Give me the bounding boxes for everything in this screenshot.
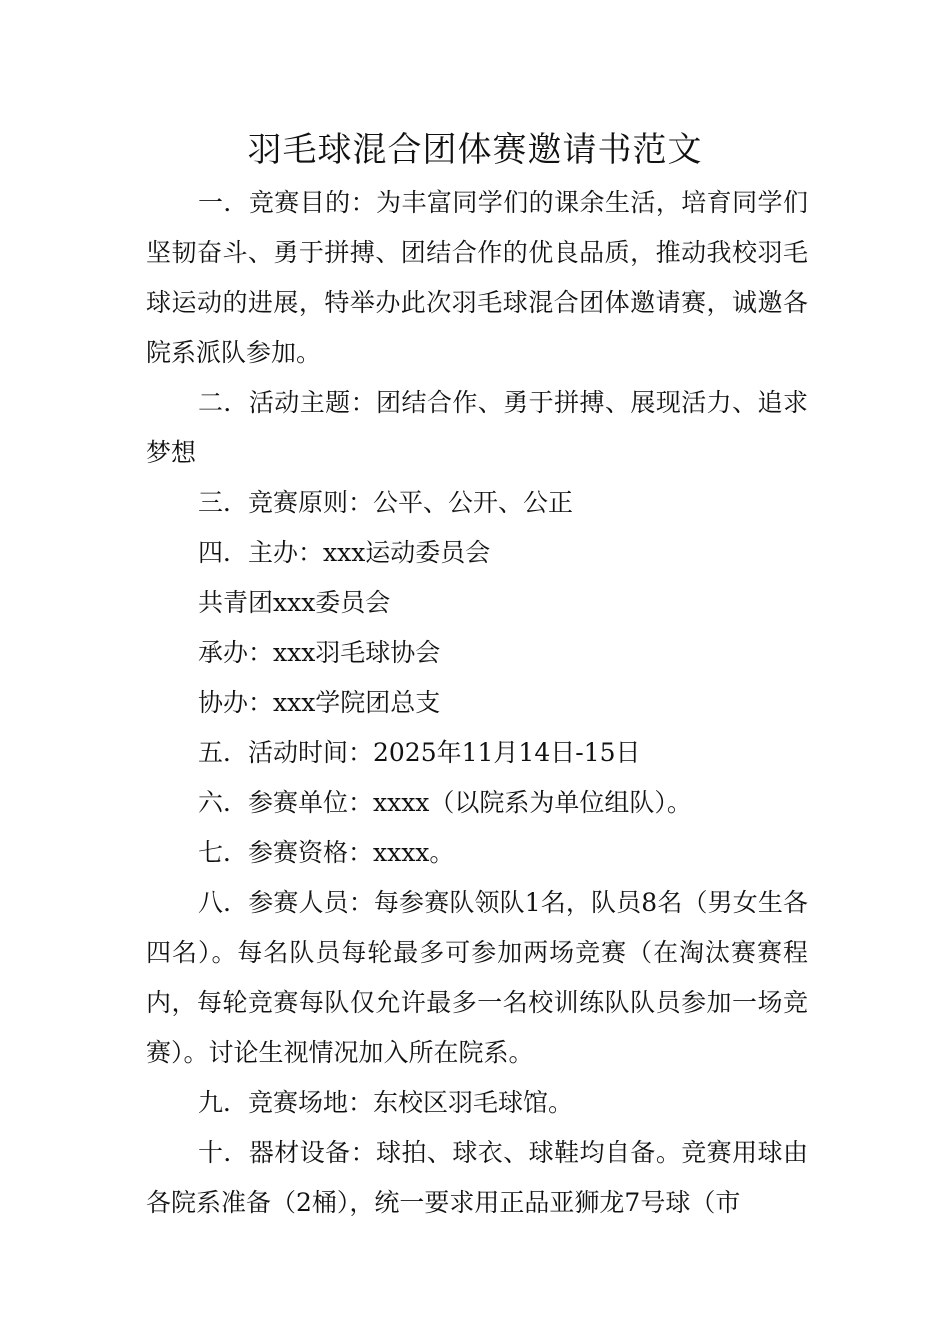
- paragraph-qualification: 七．参赛资格：xxxx。: [198, 838, 455, 867]
- paragraph-time: 五．活动时间：2025年11月14日-15日: [198, 738, 641, 767]
- document-body: [146, 178, 808, 1228]
- paragraph-purpose: 一．竞赛目的：为丰富同学们的课余生活，培育同学们坚韧奋斗、勇于拼搏、团结合作的优良品质，推动我校羽毛球运动的进展，特举办此次羽毛球混合团体邀请赛，诚邀各院系派队参加。: [146, 188, 808, 367]
- paragraph-participants: 八．参赛人员：每参赛队领队1名，队员8名（男女生各四名）。每名队员每轮最多可参加两场竞赛（在淘汰赛赛程内，每轮竞赛每队仅允许最多一名校训练队队员参加一场竞赛）。讨论生视情况加入所在院系。: [146, 888, 808, 1067]
- paragraph-co-host: 共青团xxx委员会: [198, 588, 391, 617]
- paragraph-equipment: 十．器材设备：球拍、球衣、球鞋均自备。竞赛用球由各院系准备（2桶），统一要求用正品亚狮龙7号球（市: [146, 1138, 808, 1217]
- paragraph-assistant: 协办：xxx学院团总支: [198, 688, 441, 717]
- paragraph-host: 四．主办：xxx运动委员会: [198, 538, 491, 567]
- paragraph-venue: 九．竞赛场地：东校区羽毛球馆。: [198, 1088, 574, 1117]
- paragraph-organizer: 承办：xxx羽毛球协会: [198, 638, 441, 667]
- paragraph-theme: 二．活动主题：团结合作、勇于拼搏、展现活力、追求梦想: [146, 388, 808, 467]
- paragraph-units: 六．参赛单位：xxxx（以院系为单位组队）。: [198, 788, 692, 817]
- document-title: 羽毛球混合团体赛邀请书范文: [247, 130, 703, 170]
- paragraph-principle: 三．竞赛原则：公平、公开、公正: [198, 488, 574, 517]
